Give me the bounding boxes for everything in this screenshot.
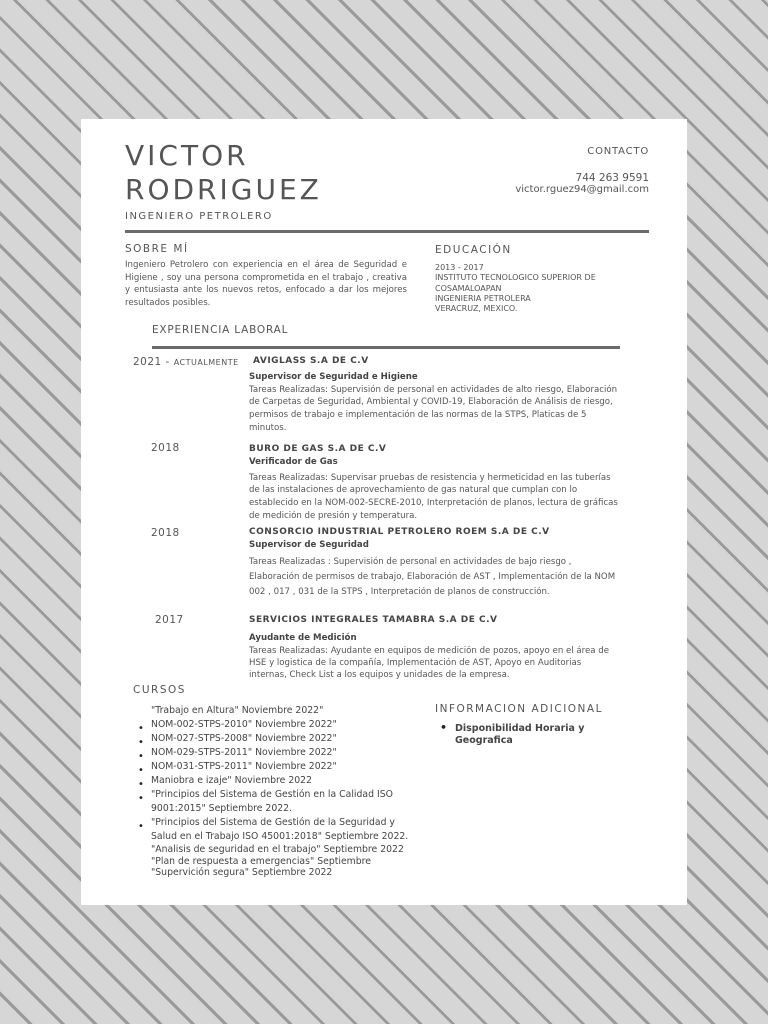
education-years: 2013 - 2017	[435, 263, 484, 272]
course-item: • "Principios del Sistema de Gestión de la Seguridad y Salud en el Trabajo ISO 45001:2018" Septiembre 2022.	[139, 816, 409, 844]
candidate-name	[125, 139, 322, 207]
courses-list	[139, 704, 409, 878]
job-year: 2018	[151, 527, 180, 539]
job-position: Verificador de Gas	[249, 456, 338, 467]
experience-divider	[152, 346, 620, 349]
course-item: • NOM-029-STPS-2011" Noviembre 2022"	[139, 746, 409, 760]
education-details	[435, 263, 596, 314]
job-title: INGENIERO PETROLERO	[125, 211, 273, 222]
contact-block	[515, 146, 649, 196]
course-item: • NOM-027-STPS-2008" Noviembre 2022"	[139, 732, 409, 746]
job-tasks: Tareas Realizadas: Supervisar pruebas de resistencia y hermeticidad en las tuberías de las instalaciones de aprovechamiento de gas natural que cumplan con lo establecido en la NOM-002-SECRE-2010, Interpretación de planos, lectura de gráficas de medición de presión y temperatura.	[249, 472, 618, 521]
job-position: Supervisor de Seguridad	[249, 539, 369, 550]
contact-label: CONTACTO	[587, 146, 649, 157]
phone-number: 744 263 9591	[575, 172, 649, 184]
course-item: • "Principios del Sistema de Gestión en la Calidad ISO 9001:2015" Septiembre 2022.	[139, 788, 409, 816]
last-name: RODRIGUEZ	[125, 173, 322, 206]
job-entry	[249, 443, 621, 523]
course-item: • NOM-002-STPS-2010" Noviembre 2022"	[139, 718, 409, 732]
job-year-current: ACTUALMENTE	[173, 358, 239, 367]
job-position: Ayudante de Medición	[249, 632, 357, 643]
education-location: VERACRUZ, MEXICO.	[435, 304, 518, 314]
education-school: INSTITUTO TECNOLOGICO SUPERIOR DE	[435, 273, 596, 283]
job-company: SERVICIOS INTEGRALES TAMABRA S.A DE C.V	[249, 615, 498, 625]
email-address: victor.rguez94@gmail.com	[515, 184, 649, 195]
additional-info-item: • Disponibilidad Horaria y Geografica	[439, 723, 639, 746]
job-entry	[249, 355, 621, 435]
job-company: AVIGLASS S.A DE C.V	[253, 356, 369, 366]
first-name: VICTOR	[125, 139, 249, 172]
job-tasks: Tareas Realizadas: Supervisión de personal en actividades de alto riesgo, Elaboración de Carpetas de Seguridad, Ambiental y COVID-19, Elaboración de Análisis de riesgo, permisos de trabajo e implementación de las normas de la STPS, Platicas de 5 minutos.	[249, 384, 618, 433]
courses-title: CURSOS	[133, 684, 186, 696]
job-tasks: Tareas Realizadas: Ayudante en equipos de medición de pozos, apoyo en el área de HSE y logistica de la compañía, Implementación de AST, Apoyo en Auditorias internas, Check List a los equipos y unidades de la empresa.	[249, 645, 610, 680]
education-school-city: COSAMALOAPAN	[435, 283, 502, 293]
job-company: CONSORCIO INDUSTRIAL PETROLERO ROEM S.A DE C.V	[249, 527, 550, 537]
header-divider	[125, 230, 649, 233]
course-item: "Plan de respuesta a emergencias" Septiembre	[151, 856, 371, 867]
additional-info-list	[439, 723, 639, 746]
additional-info-title: INFORMACION ADICIONAL	[435, 703, 603, 715]
job-year: 2017	[155, 614, 184, 626]
job-position: Supervisor de Seguridad e Higiene	[249, 371, 418, 382]
job-year	[133, 356, 239, 368]
job-tasks: Tareas Realizadas : Supervisión de personal en actividades de bajo riesgo , Elaboración de permisos de trabajo, Elaboración de AST , Implementación de la NOM 002 , 017 , 031 de la STPS , Interpretación de planos de construcción.	[249, 556, 616, 597]
education-title: EDUCACIÓN	[435, 244, 512, 256]
about-text: Ingeniero Petrolero con experiencia en el área de Seguridad e Higiene , soy una persona comprometida en el trabajo , creativa y entusiasta ante los nuevos retos, enfocado a dar los mejores resultados posibles.	[125, 260, 407, 308]
job-year-start: 2021 -	[133, 356, 174, 368]
resume-page	[81, 119, 687, 905]
job-entry	[249, 614, 621, 681]
experience-title: EXPERIENCIA LABORAL	[152, 324, 289, 336]
about-title: SOBRE MÍ	[125, 243, 189, 255]
course-item: "Trabajo en Altura" Noviembre 2022"	[151, 705, 324, 716]
course-item: • Maniobra e izaje" Noviembre 2022	[139, 774, 409, 788]
course-item: "Supervición segura" Septiembre 2022	[151, 867, 333, 878]
job-entry	[249, 526, 621, 600]
course-item: • NOM-031-STPS-2011" Noviembre 2022"	[139, 760, 409, 774]
education-degree: INGENIERIA PETROLERA	[435, 293, 531, 303]
job-year: 2018	[151, 442, 180, 454]
job-company: BURO DE GAS S.A DE C.V	[249, 444, 387, 454]
course-item: "Analisis de seguridad en el trabajo" Septiembre 2022	[151, 844, 404, 855]
